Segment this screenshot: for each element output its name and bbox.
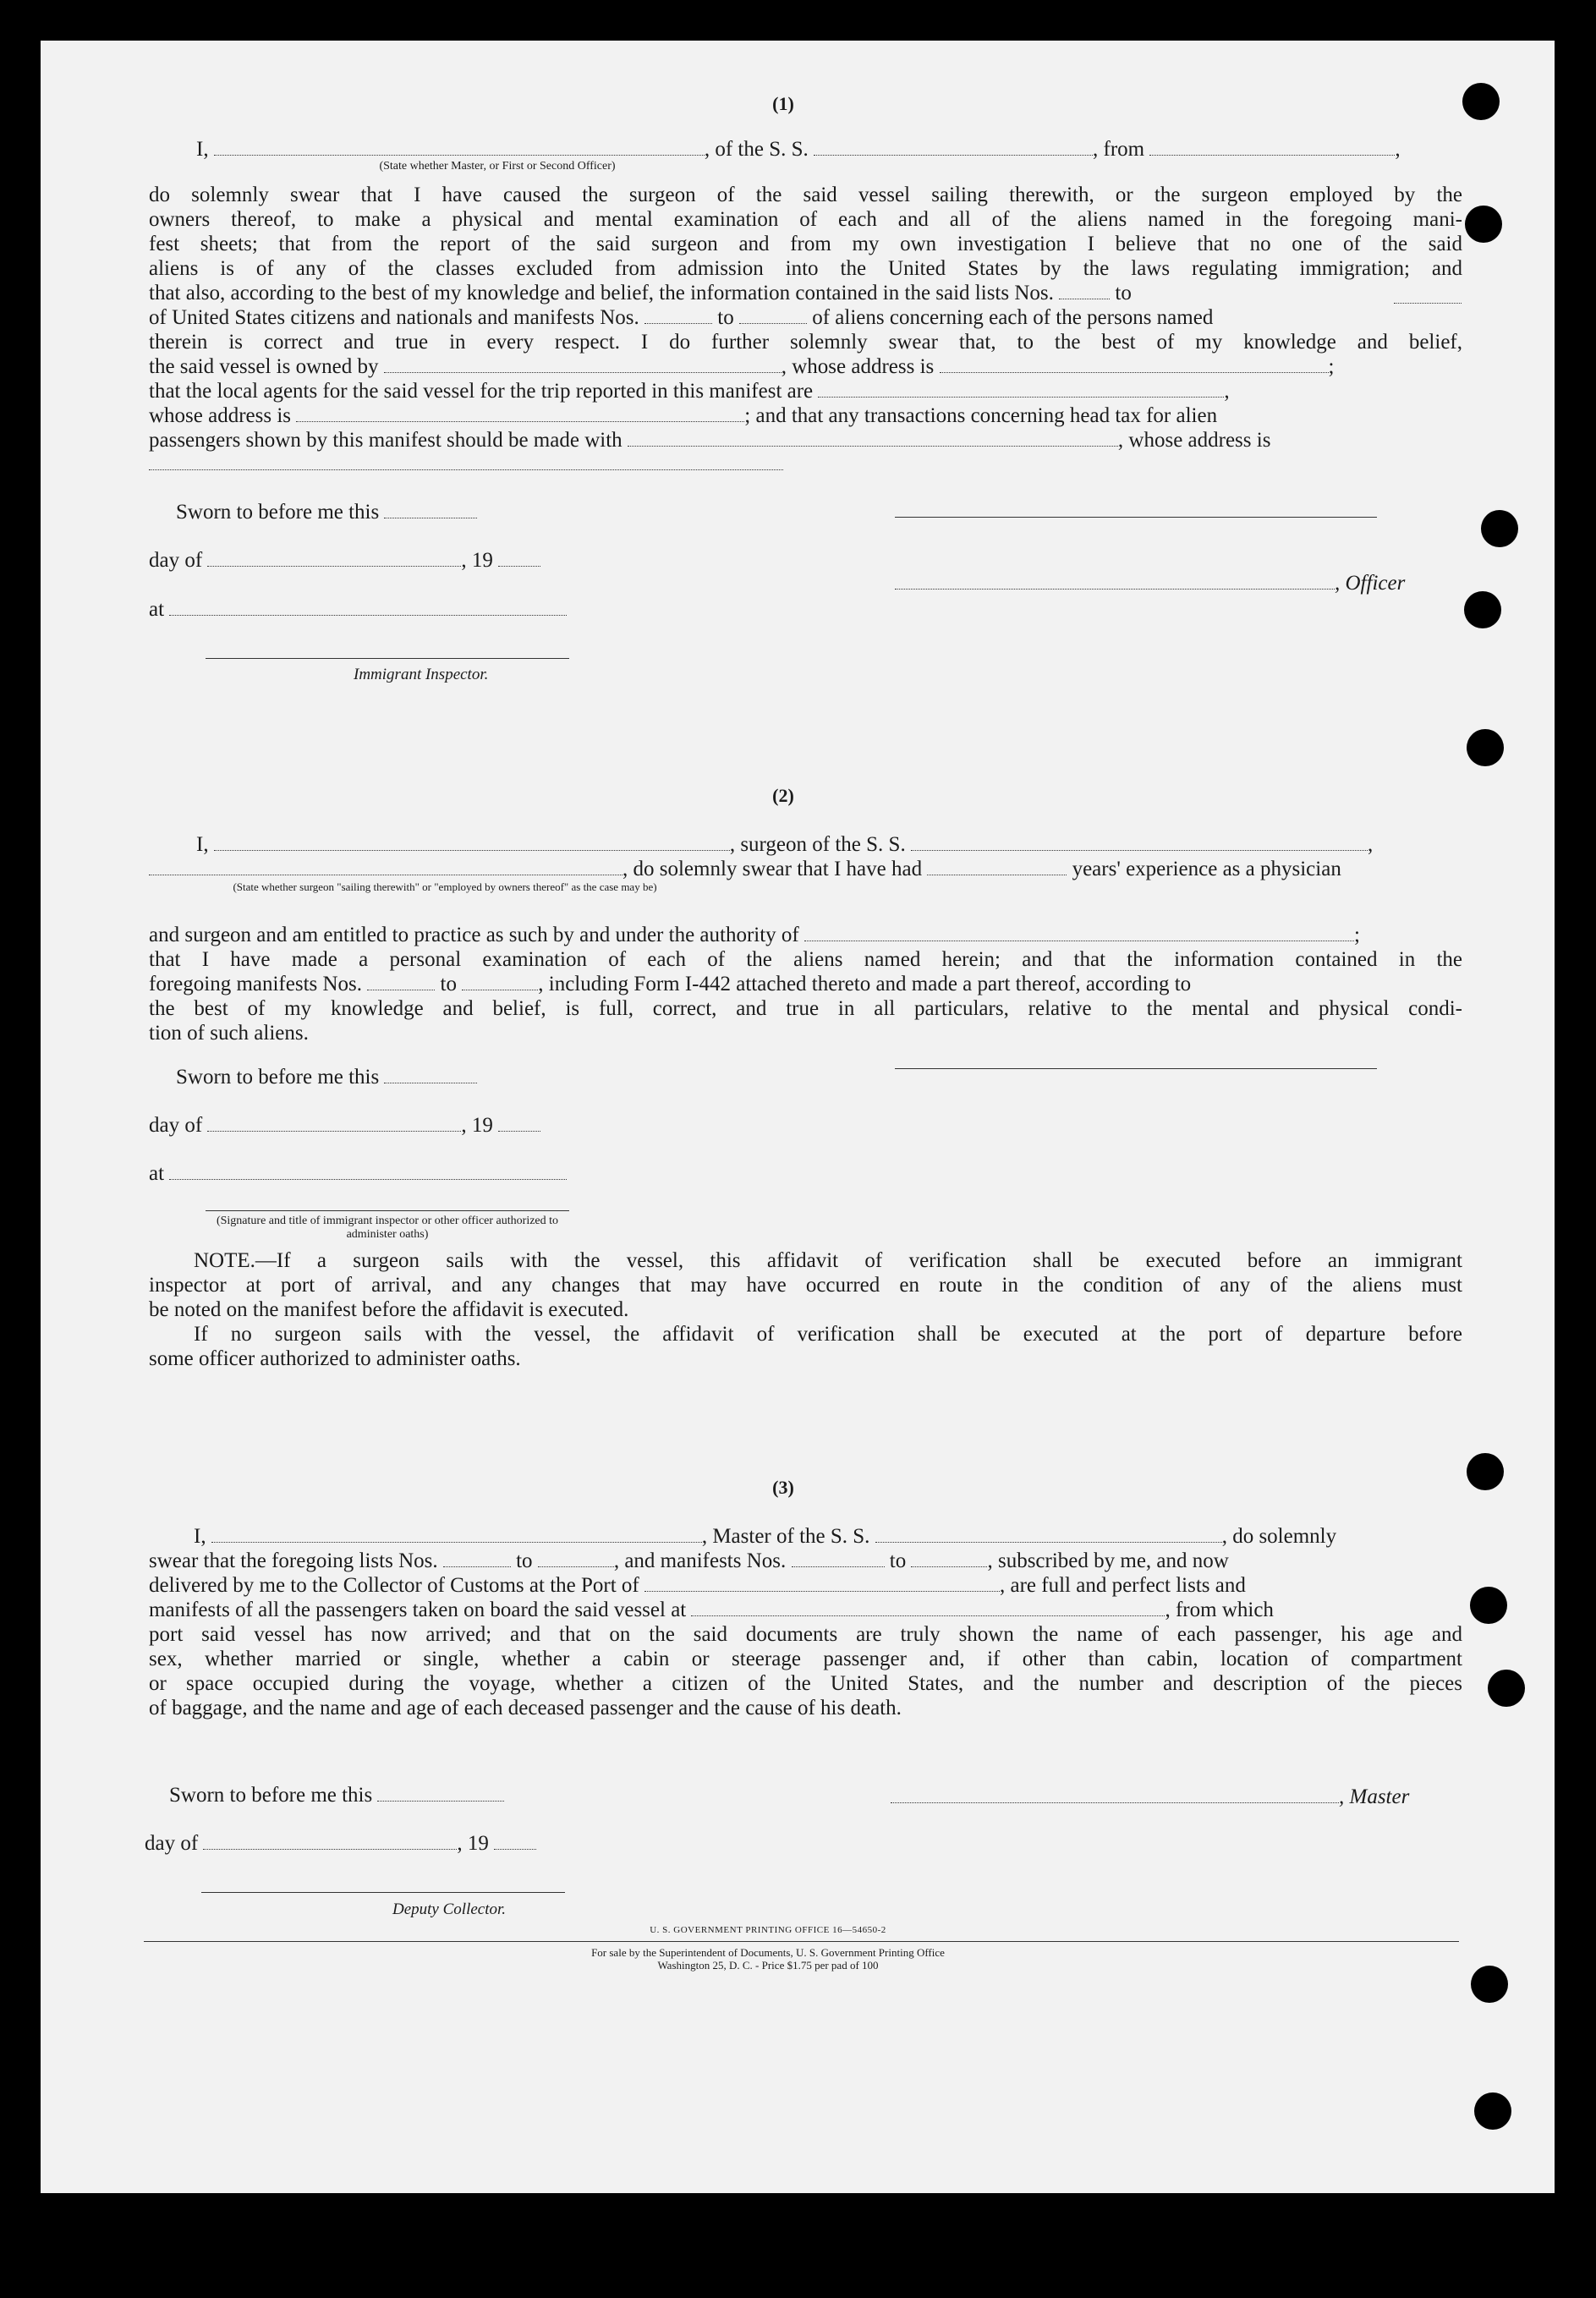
s2-manifests-label: foregoing manifests Nos. bbox=[149, 973, 363, 995]
s2-line-5 bbox=[149, 972, 1191, 996]
s2-note-line-3: be noted on the manifest before the affidavit is executed. bbox=[149, 1298, 629, 1321]
s3-year-label: , 19 bbox=[457, 1832, 489, 1855]
s2-surgeon-type-field[interactable] bbox=[149, 858, 622, 875]
s1-at-line bbox=[149, 597, 567, 622]
s3-dayof-label: day of bbox=[145, 1832, 199, 1855]
s1-line-6 bbox=[149, 281, 1132, 305]
s3-lists-to-label: to bbox=[516, 1549, 533, 1572]
s1-i-label: I, bbox=[196, 138, 209, 161]
s3-line-3 bbox=[149, 1573, 1246, 1598]
punch-hole bbox=[1474, 2092, 1511, 2130]
s3-sworn-line bbox=[169, 1783, 504, 1807]
s2-line-2 bbox=[149, 857, 1341, 881]
s1-year-field[interactable] bbox=[498, 549, 540, 567]
s3-manifests-label: , and manifests Nos. bbox=[613, 1549, 787, 1572]
punch-hole bbox=[1481, 510, 1518, 547]
s1-ss-label: , of the S. S. bbox=[704, 138, 809, 161]
s1-headtax-with-label: passengers shown by this manifest should be made with bbox=[149, 429, 622, 452]
s3-vessel-field[interactable] bbox=[875, 1525, 1222, 1543]
s1-inspector-label: Immigrant Inspector. bbox=[354, 666, 489, 683]
s2-signature-note: (Signature and title of immigrant inspector or other officer authorized to administer oaths) bbox=[216, 1215, 559, 1241]
s1-line-5: aliens is of any of the classes excluded from admission into the United States by the laws regulating immigration; and bbox=[149, 257, 1462, 280]
s1-line-7 bbox=[149, 305, 1213, 330]
s3-master-ss-label: , Master of the S. S. bbox=[701, 1525, 870, 1548]
s2-officer-signature-line[interactable] bbox=[206, 1210, 569, 1211]
s1-headtax-label: ; and that any transactions concerning head tax for alien bbox=[744, 404, 1218, 427]
s3-board-label: manifests of all the passengers taken on board the said vessel at bbox=[149, 1599, 687, 1621]
sale-notice-line-1: For sale by the Superintendent of Documents, U. S. Government Printing Office bbox=[591, 1946, 945, 1959]
s3-line-1 bbox=[194, 1524, 1336, 1549]
s1-manifests-from-field[interactable] bbox=[644, 306, 712, 324]
s1-lists-label: that also, according to the best of my knowledge and belief, the information contained in the said lists Nos. bbox=[149, 282, 1054, 304]
s3-perfect-label: , are full and perfect lists and bbox=[1000, 1574, 1246, 1597]
s2-vessel-field[interactable] bbox=[911, 833, 1368, 851]
s1-officer-field[interactable] bbox=[895, 572, 1335, 590]
s2-year-label: , 19 bbox=[461, 1114, 493, 1137]
s2-dayof-label: day of bbox=[149, 1114, 203, 1137]
s2-month-field[interactable] bbox=[207, 1114, 461, 1132]
s2-at-field[interactable] bbox=[169, 1162, 567, 1180]
s1-sworn-line bbox=[176, 500, 477, 524]
s3-year-field[interactable] bbox=[494, 1832, 536, 1850]
s3-collector-port-label: delivered by me to the Collector of Customs at the Port of bbox=[149, 1574, 639, 1597]
s1-dayof-line bbox=[149, 548, 540, 573]
punch-hole bbox=[1467, 1453, 1504, 1490]
s1-line-9: the said vessel is owned by , whose address is ; bbox=[149, 355, 1335, 378]
s3-master-signature-field[interactable] bbox=[891, 1785, 1339, 1803]
s3-lists-to-field[interactable] bbox=[538, 1549, 614, 1567]
s2-surgeon-ss-label: , surgeon of the S. S. bbox=[729, 833, 906, 856]
s3-collector-label: Deputy Collector. bbox=[392, 1900, 507, 1918]
s3-master-line bbox=[891, 1785, 1409, 1809]
s1-line-1: I, , of the S. S. , from , bbox=[196, 138, 1401, 161]
sale-notice-line-2: Washington 25, D. C. - Price $1.75 per pad of 100 bbox=[657, 1959, 879, 1972]
s2-note-line-1: NOTE.—If a surgeon sails with the vessel, this affidavit of verification shall be executed before an immigrant bbox=[194, 1249, 1462, 1272]
s2-line-1: I, , surgeon of the S. S. , bbox=[196, 833, 1374, 856]
s3-collector-port-field[interactable] bbox=[644, 1574, 1000, 1592]
punch-hole bbox=[1470, 1587, 1507, 1624]
s2-at-line bbox=[149, 1161, 567, 1186]
s3-collector-signature-line[interactable] bbox=[201, 1892, 565, 1893]
s1-at-field[interactable] bbox=[169, 598, 567, 616]
s1-lists-from-field[interactable] bbox=[1059, 282, 1110, 299]
s1-owner-address-field[interactable] bbox=[940, 355, 1329, 373]
s2-at-label: at bbox=[149, 1162, 165, 1185]
s2-swear-label: , do solemnly swear that I have had bbox=[622, 858, 923, 880]
s1-officer-rank-field[interactable] bbox=[214, 138, 705, 156]
s2-sworn-day-field[interactable] bbox=[384, 1066, 477, 1083]
s3-solemnly-label: , do solemnly bbox=[1221, 1525, 1337, 1548]
s3-board-port-field[interactable] bbox=[691, 1599, 1165, 1616]
s3-manifests-from-field[interactable] bbox=[792, 1549, 885, 1567]
s1-at-label: at bbox=[149, 598, 165, 621]
s2-authority-field[interactable] bbox=[804, 924, 1354, 941]
s3-line-4 bbox=[149, 1598, 1274, 1622]
s2-manifests-from-field[interactable] bbox=[367, 973, 435, 990]
s1-manifests-to-label: to bbox=[717, 306, 734, 329]
s1-officer-line bbox=[895, 571, 1405, 595]
s1-manifests-label: of United States citizens and nationals and manifests Nos. bbox=[149, 306, 639, 329]
s2-surgeon-signature-line[interactable] bbox=[895, 1068, 1377, 1069]
s2-note-line-4: If no surgeon sails with the vessel, the affidavit of verification shall be executed at the port of departure before bbox=[194, 1323, 1462, 1346]
s3-from-which-label: , from which bbox=[1165, 1599, 1274, 1621]
s1-manifests-to-field[interactable] bbox=[739, 306, 807, 324]
s3-manifests-to-label: to bbox=[889, 1549, 907, 1572]
s1-line-10: that the local agents for the said vessel for the trip reported in this manifest are , bbox=[149, 380, 1230, 403]
punch-hole bbox=[1471, 1966, 1508, 2003]
s2-years-field[interactable] bbox=[927, 858, 1067, 875]
s2-surgeon-name-field[interactable] bbox=[214, 833, 730, 851]
s2-note-line-2: inspector at port of arrival, and any changes that may have occurred en route in the condition of any of the aliens must bbox=[149, 1274, 1462, 1297]
s2-experience-label: years' experience as a physician bbox=[1072, 858, 1341, 880]
s2-i-label: I, bbox=[196, 833, 209, 856]
s1-from-label: , from bbox=[1093, 138, 1145, 161]
s1-inspector-signature-line[interactable] bbox=[206, 658, 569, 659]
s1-year-label: , 19 bbox=[461, 549, 493, 572]
s1-from-port-field[interactable] bbox=[1149, 138, 1395, 156]
s1-aliens-label: of aliens concerning each of the persons named bbox=[812, 306, 1214, 329]
s3-month-field[interactable] bbox=[203, 1832, 457, 1850]
s1-officer-signature-line[interactable] bbox=[895, 517, 1377, 518]
s3-line-2 bbox=[149, 1549, 1229, 1573]
section-2-heading: (2) bbox=[772, 785, 794, 806]
s1-lists-to-label: to bbox=[1115, 282, 1132, 304]
s1-line-8: therein is correct and true in every respect. I do further solemnly swear that, to the best of my knowledge and belief, bbox=[149, 331, 1462, 354]
s1-agents-address-field[interactable] bbox=[296, 404, 744, 422]
s1-sworn-label: Sworn to before me this bbox=[176, 501, 380, 524]
s1-owned-label: the said vessel is owned by bbox=[149, 355, 379, 378]
s3-manifests-to-field[interactable] bbox=[911, 1549, 987, 1567]
s3-sworn-label: Sworn to before me this bbox=[169, 1784, 373, 1807]
punch-hole bbox=[1467, 729, 1504, 766]
s3-master-label: , Master bbox=[1339, 1785, 1410, 1808]
form-page bbox=[41, 41, 1555, 2193]
s1-headtax-party-field[interactable] bbox=[628, 429, 1118, 447]
s2-manifests-to-field[interactable] bbox=[462, 973, 538, 990]
s1-line-12 bbox=[149, 428, 1270, 452]
punch-hole bbox=[1464, 591, 1501, 628]
s2-line-3: and surgeon and am entitled to practice as such by and under the authority of ; bbox=[149, 924, 1360, 946]
s1-agents-label: that the local agents for the said vessel for the trip reported in this manifest are bbox=[149, 380, 814, 403]
s3-master-name-field[interactable] bbox=[211, 1525, 702, 1543]
s3-line-8: of baggage, and the name and age of each deceased passenger and the cause of his death. bbox=[149, 1697, 902, 1719]
s1-sworn-day-field[interactable] bbox=[384, 501, 477, 518]
s2-authority-label: and surgeon and am entitled to practice as such by and under the authority of bbox=[149, 924, 799, 946]
s3-line-7: or space occupied during the voyage, whether a citizen of the United States, and the number and description of the pieces bbox=[149, 1672, 1462, 1695]
s1-lists-to-field[interactable] bbox=[1394, 286, 1462, 304]
s1-line-3: owners thereof, to make a physical and mental examination of each and all of the aliens named in the foregoing mani- bbox=[149, 208, 1462, 231]
section-1-heading: (1) bbox=[772, 93, 794, 114]
s2-line-7: tion of such aliens. bbox=[149, 1022, 309, 1045]
s2-sworn-line bbox=[176, 1065, 477, 1089]
s1-officer-label: , Officer bbox=[1335, 572, 1406, 595]
punch-hole bbox=[1462, 83, 1500, 120]
s1-line-2: do solemnly swear that I have caused the surgeon of the said vessel sailing therewith, or the surgeon employed by the bbox=[149, 184, 1462, 206]
s1-vessel-field[interactable] bbox=[814, 138, 1093, 156]
footer-divider bbox=[144, 1941, 1459, 1942]
s2-note-line-5: some officer authorized to administer oaths. bbox=[149, 1347, 521, 1370]
s1-owner-field[interactable] bbox=[384, 355, 782, 373]
s2-surgeon-type-note: (State whether surgeon "sailing therewith" or "employed by owners thereof" as the case may be) bbox=[233, 880, 657, 893]
s1-headtax-address-field[interactable] bbox=[149, 452, 783, 470]
punch-hole bbox=[1488, 1670, 1525, 1707]
s1-agents-field[interactable] bbox=[818, 380, 1224, 398]
s3-line-6: sex, whether married or single, whether a cabin or steerage passenger and, if other than cabin, location of compartment bbox=[149, 1648, 1462, 1670]
gpo-imprint: U. S. GOVERNMENT PRINTING OFFICE 16—54650-2 bbox=[650, 1925, 886, 1935]
s1-line-4: fest sheets; that from the report of the said surgeon and from my own investigation I believe that no one of the said bbox=[149, 233, 1462, 255]
s1-headtax-address-label: , whose address is bbox=[1117, 429, 1271, 452]
s3-lists-from-field[interactable] bbox=[443, 1549, 511, 1567]
s2-manifests-to-label: to bbox=[440, 973, 457, 995]
section-3-heading: (3) bbox=[772, 1477, 794, 1498]
s1-line-11 bbox=[149, 403, 1217, 428]
s1-dayof-label: day of bbox=[149, 549, 203, 572]
s3-line-5: port said vessel has now arrived; and that on the said documents are truly shown the name of each passenger, his age and bbox=[149, 1623, 1462, 1646]
s2-line-6: the best of my knowledge and belief, is full, correct, and true in all particulars, relative to the mental and physical condi- bbox=[149, 997, 1462, 1020]
s1-month-field[interactable] bbox=[207, 549, 461, 567]
s1-agents-address-label: whose address is bbox=[149, 404, 292, 427]
s2-sworn-label: Sworn to before me this bbox=[176, 1066, 380, 1089]
s1-owner-address-label: , whose address is bbox=[781, 355, 935, 378]
s2-dayof-line bbox=[149, 1113, 540, 1138]
s3-sworn-day-field[interactable] bbox=[377, 1784, 504, 1802]
punch-hole bbox=[1465, 206, 1502, 243]
s2-line-4: that I have made a personal examination of each of the aliens named herein; and that the information contained in the bbox=[149, 948, 1462, 971]
s3-lists-label: swear that the foregoing lists Nos. bbox=[149, 1549, 438, 1572]
s3-subscribed-label: , subscribed by me, and now bbox=[987, 1549, 1229, 1572]
s2-year-field[interactable] bbox=[498, 1114, 540, 1132]
s2-form-label: , including Form I-442 attached thereto and made a part thereof, according to bbox=[538, 973, 1192, 995]
s3-i-label: I, bbox=[194, 1525, 206, 1548]
s3-dayof-line bbox=[145, 1831, 536, 1856]
s1-rank-note: (State whether Master, or First or Second Officer) bbox=[379, 160, 616, 173]
